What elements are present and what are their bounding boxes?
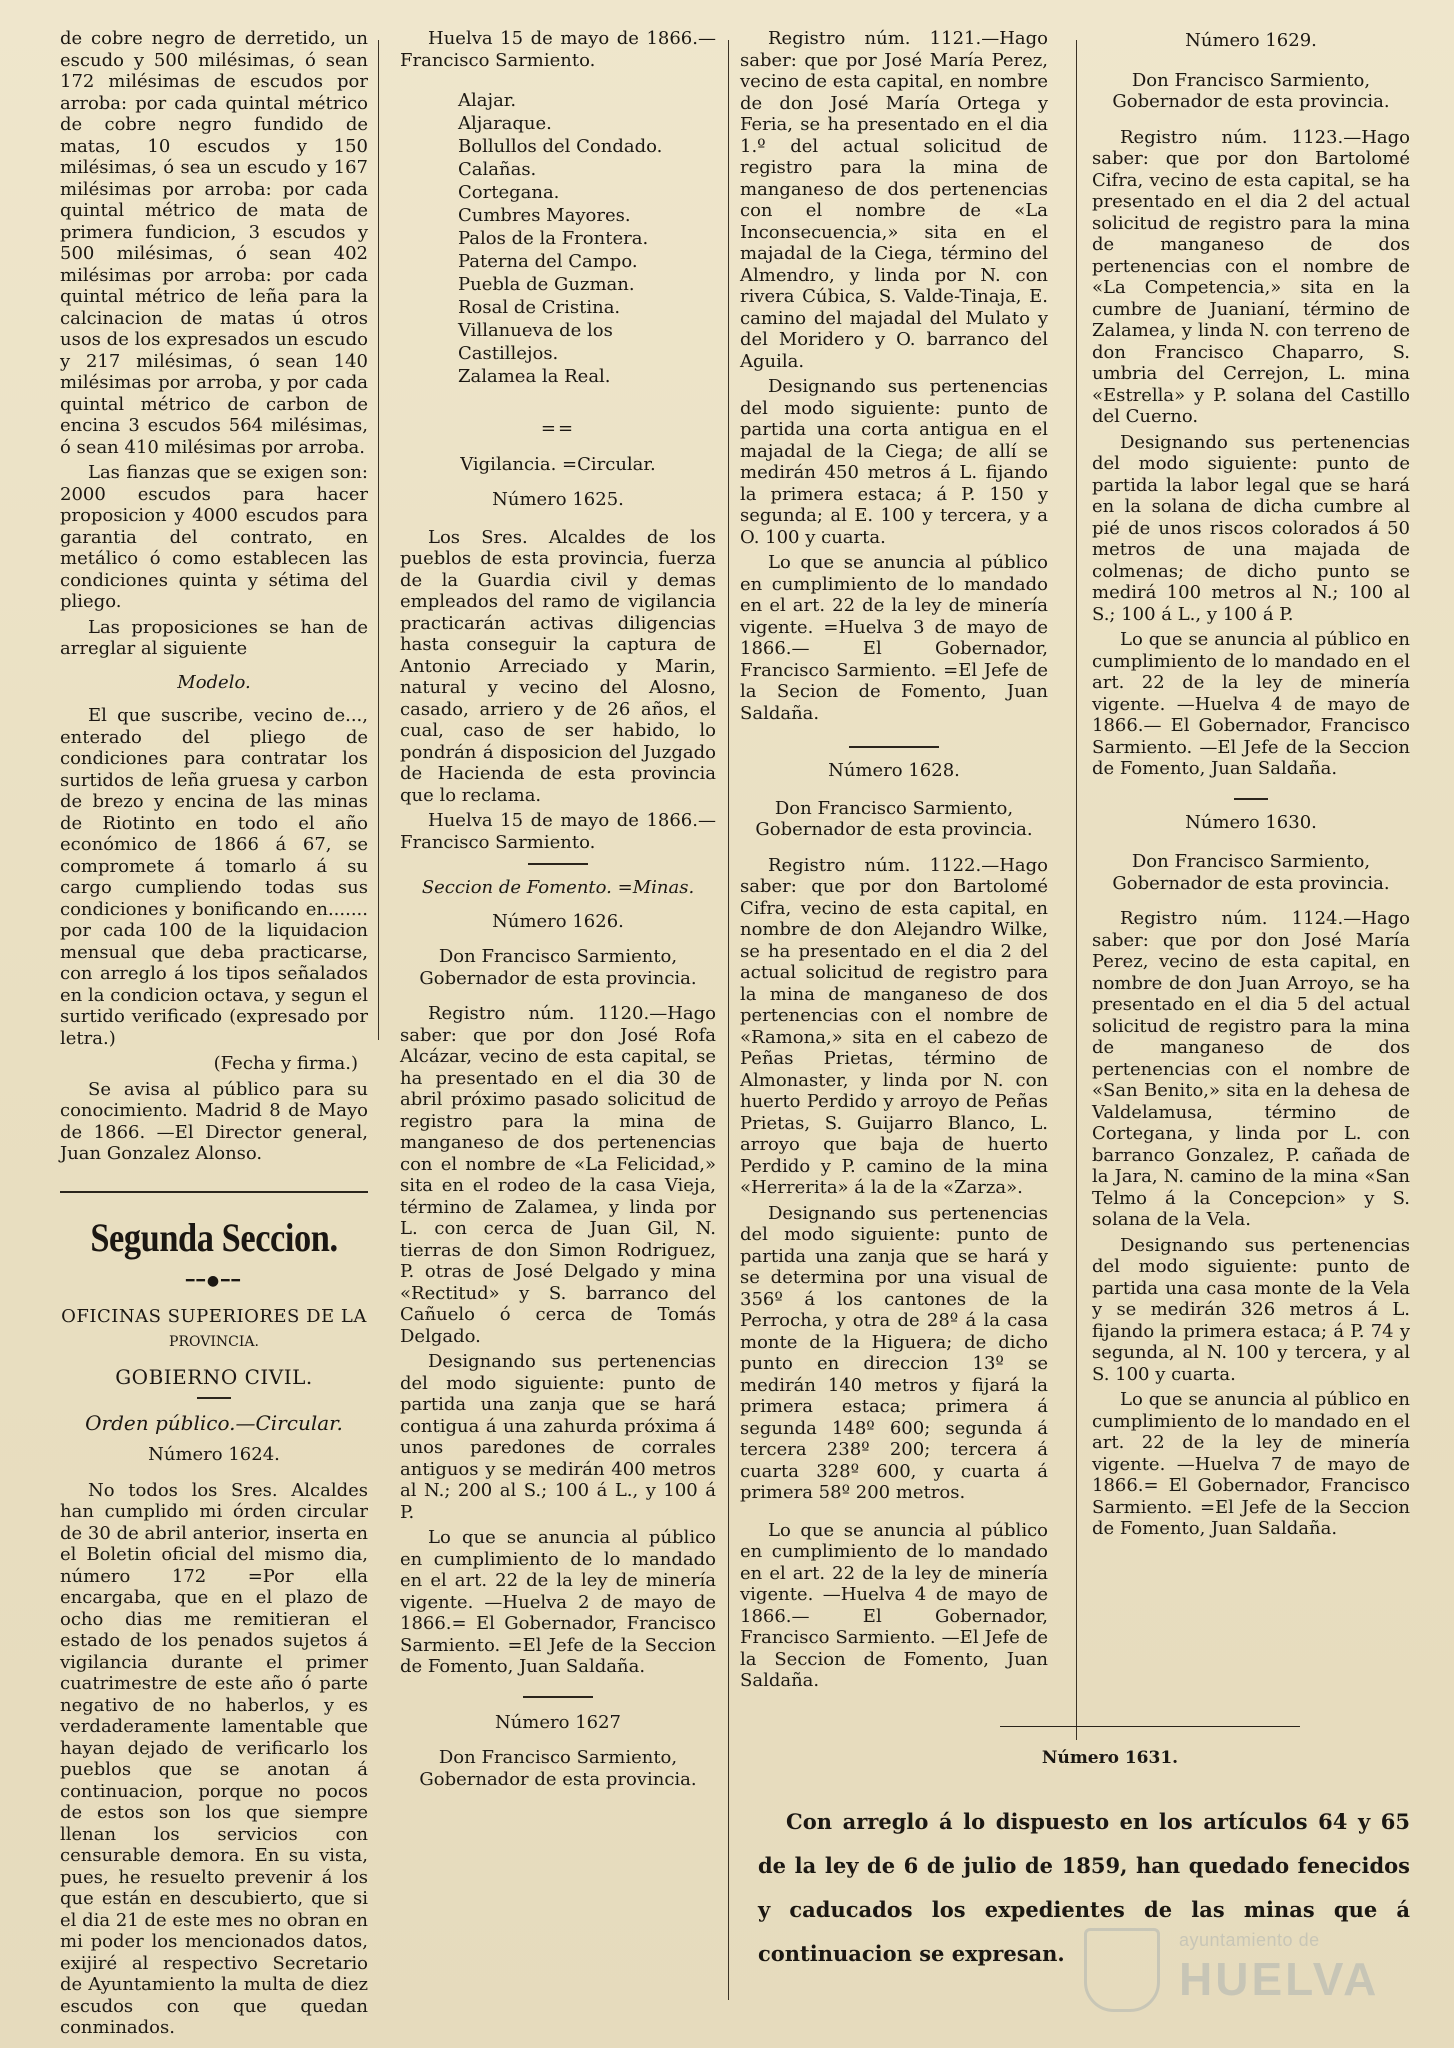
heading: Número 1631.: [1041, 1748, 1179, 1768]
list-item: Puebla de Guzman.: [458, 274, 635, 295]
paragraph: Con arreglo á lo dispuesto en los artículos 64 y 65 de la ley de 6 de julio de 1859, han quedado fenecidos y caducados los expedientes de las minas que á continuacion se expresan.: [758, 1809, 1410, 1966]
column-4: [1092, 28, 1410, 1544]
ornament-divider: ━━●━━: [186, 1272, 242, 1289]
watermark-text: ayuntamiento de: [1179, 1930, 1320, 1950]
paragraph: Don Francisco Sarmiento, Gobernador de esta provincia.: [419, 1747, 697, 1790]
coat-of-arms-icon: [1084, 1928, 1160, 2012]
paragraph: El que suscribe, vecino de..., enterado del pliego de condiciones para contratar los surtidos de leña gruesa y carbon de brezo y encina de las minas de Riotinto en todo el año económico de 1866 á 67, se compromete á tomarlo á su cargo cumpliendo todas sus condiciones y bonificando en....... por cada 100 de la liquidacion mensual que deba practicarse, con arreglo á los tipos señalados en la condicion octava, y segun el surtido verificado (expresado por letra.): [60, 705, 368, 1049]
paragraph: Registro núm. 1124.—Hago saber: que por don José María Perez, vecino de esta capital, en nombre de don Juan Arroyo, se ha presentado en el dia 5 del actual solicitud de registro para la mina de manganeso de dos pertenencias con el nombre de «San Benito,» sita en la dehesa de Valdelamusa, término de Cortegana, y linda por L. con barranco Gonzalez, P. cañada de la Jara, N. camino de la mina «San Telmo á la Concepcion» y S. solana de la Vela.: [1092, 908, 1410, 1230]
paragraph: Lo que se anuncia al público en cumplimiento de lo mandado en el art. 22 de la ley de minería vigente. —Huelva 4 de mayo de 1866.— El Gobernador, Francisco Sarmiento. —El Jefe de la Seccion de Fomento, Juan Saldaña.: [740, 1519, 1048, 1691]
heading: Número 1624.: [148, 1444, 280, 1465]
list-item: Rosal de Cristina.: [458, 297, 621, 318]
list-item: Bollullos del Condado.: [458, 136, 663, 157]
list-item: Paterna del Campo.: [458, 251, 638, 272]
heading: Número 1626.: [492, 910, 624, 932]
heading: PROVINCIA.: [169, 1333, 259, 1350]
paragraph: Se avisa al público para su conocimiento. Madrid 8 de Mayo de 1866. —El Director general, Juan Gonzalez Alonso.: [60, 1078, 368, 1164]
list-item: Cumbres Mayores.: [458, 205, 631, 226]
paragraph: Los Sres. Alcaldes de los pueblos de esta provincia, fuerza de la Guardia civil y demas empleados del ramo de vigilancia practicarán activas diligencias hasta conseguir la captura de Antonio Arreciado y Marin, natural y vecino del Alosno, casado, arriero y de 26 años, el cual, caso de ser habido, lo pondrán á disposicion del Juzgado de Hacienda de esta provincia que lo reclama.: [400, 526, 716, 806]
heading: Número 1628.: [828, 760, 960, 781]
column-divider: [728, 40, 729, 2000]
heading: GOBIERNO CIVIL.: [115, 1365, 313, 1389]
section-rule: [60, 1191, 368, 1193]
separator: ==: [540, 418, 576, 439]
list-item: Villanueva de los Castillejos.: [458, 320, 613, 364]
signature-line: (Fecha y firma.): [213, 1053, 358, 1074]
paragraph: Registro núm. 1120.—Hago saber: que por don José Rofa Alcázar, vecino de esta capital, se ha presentado en el dia 30 de abril próximo pasado solicitud de registro para la mina de manganeso de dos pertenencias con el nombre de «La Felicidad,» sita en el rodeo de la casa Vieja, término de Zalamea, y linda por L. con cerca de Juan Gil, N. tierras de don Simon Rodriguez, P. otras de José Delgado y mina «Rectitud» y S. barranco del Cañuelo ó cerca de Tomás Delgado.: [400, 1003, 716, 1347]
list-item: Aljaraque.: [458, 113, 552, 134]
heading: Número 1630.: [1185, 811, 1317, 833]
divider: [1000, 1726, 1300, 1727]
paragraph: Designando sus pertenencias del modo siguiente: punto de partida una corta antigua en el majadal de la Ciega; de allí se medirán 450 metros á L. fijando la primera estaca; á P. 150 y segunda; al E. 100 y tercera, y a O. 100 y cuarta.: [740, 376, 1048, 548]
heading: Orden público.—Circular.: [85, 1410, 343, 1435]
divider: [849, 746, 939, 748]
heading: Número 1625.: [492, 489, 624, 510]
paragraph: Don Francisco Sarmiento, Gobernador de esta provincia.: [1112, 69, 1390, 112]
town-list: [458, 89, 716, 388]
archive-watermark: [1084, 1928, 1384, 2008]
column-3: [740, 28, 1048, 1696]
paragraph: Designando sus pertenencias del modo siguiente: punto de partida la labor legal que se hará en la solana de dicha cumbre al pié de unos riscos colorados á 50 metros de una majada de colmenas; de dicho punto se medirá 100 metros al N.; 100 al S.; 100 á L., y 100 á P.: [1092, 431, 1410, 625]
paragraph: Huelva 15 de mayo de 1866.— Francisco Sarmiento.: [400, 28, 716, 71]
paragraph: Lo que se anuncia al público en cumplimiento de lo mandado en el art. 22 de la ley de minería vigente. —Huelva 7 de mayo de 1866.= El Gobernador, Francisco Sarmiento. =El Jefe de la Seccion de Fomento, Juan Saldaña.: [1092, 1389, 1410, 1539]
section-title: Segunda Seccion.: [90, 1214, 338, 1260]
paragraph: Don Francisco Sarmiento, Gobernador de esta provincia.: [1112, 851, 1390, 894]
paragraph: Registro núm. 1123.—Hago saber: que por don Bartolomé Cifra, vecino de esta capital, se ha presentado en el dia 2 del actual solicitud de registro para la mina de manganeso de dos pertenencias con el nombre de «La Competencia,» sita en la cumbre de Juanianí, término de Zalamea, y linda N. con terreno de don Francisco Chaparro, S. umbria del Cerrejon, L. mina «Estrella» y P. solana del Castillo del Cuerno.: [1092, 126, 1410, 427]
list-item: Cortegana.: [458, 182, 560, 203]
paragraph: Designando sus pertenencias del modo siguiente: punto de partida una zanja que se hará y se determina por una visual de 356º á los cantones de la Perrocha, y otra de 28º á la casa monte de la Higuera; de dicho punto en direccion 13º se medirán 140 metros y fijará la primera estaca; primera á segunda 148º 600; segunda á tercera 238º 200; tercera á cuarta 328º 600, y cuarta á primera 58º 200 metros.: [740, 1202, 1048, 1503]
heading: Seccion de Fomento. =Minas.: [421, 877, 695, 898]
heading: Número 1629.: [1185, 30, 1317, 51]
column-2: [400, 28, 716, 1794]
paragraph: Huelva 15 de mayo de 1866.— Francisco Sarmiento.: [400, 810, 716, 853]
divider: [523, 1696, 593, 1698]
paragraph: Registro núm. 1121.—Hago saber: que por José María Perez, vecino de esta capital, en nombre de don José María Ortega y Feria, se ha presentado en el dia 1.º del actual solicitud de registro para la mina de manganeso de dos pertenencias con el nombre de «La Inconsecuencia,» sita en el majadal de la Ciega, término del Almendro, y linda por N. con rivera Cúbica, S. Valde-Tinaja, E. camino del majadal del Mulato y del Moridero y O. barranco del Aguila.: [740, 28, 1048, 372]
paragraph: Don Francisco Sarmiento, Gobernador de esta provincia.: [755, 797, 1033, 840]
paragraph: de cobre negro de derretido, un escudo y 500 milésimas, ó sean 172 milésimas de escudos por arroba: por cada quintal métrico de cobre negro fundido de matas, 10 escudos y 150 milésimas, ó sea un escudo y 167 milésimas por arroba: por cada quintal métrico de mata de primera fundicion, 3 escudos y 500 milésimas, ó sean 402 milésimas por arroba: por cada quintal métrico de leña para la calcinacion de matas ú otros usos de los expresados un escudo y 217 milésimas, ó sean 140 milésimas por arroba, y por cada quintal métrico de carbon de encina 3 escudos 564 milésimas, ó sean 410 milésimas por arroba.: [60, 28, 368, 458]
paragraph: Las fianzas que se exigen son: 2000 escudos para hacer proposicion y 4000 escudos para garantia del contrato, en metálico ó como establecen las condiciones quinta y sétima del pliego.: [60, 462, 368, 612]
watermark-text: HUELVA: [1179, 1953, 1380, 2005]
paragraph: Lo que se anuncia al público en cumplimiento de lo mandado en el art. 22 de la ley de minería vigente. =Huelva 3 de mayo de 1866.— El Gobernador, Francisco Sarmiento. =El Jefe de la Secion de Fomento, Juan Saldaña.: [740, 552, 1048, 724]
paragraph: No todos los Sres. Alcaldes han cumplido mi órden circular de 30 de abril anterior, inserta en el Boletin oficial del mismo dia, número 172 =Por ella encargaba, que en el plazo de ocho dias me remitieran el estado de los penados sujetos á vigilancia durante el primer cuatrimestre de este año ó parte negativo de no haberlos, y es verdaderamente lamentable que hayan dejado de verificarlo los pueblos que se anotan á continuacion, porque no pocos de estos son los que siempre llenan los servicios con censurable demora. En su vista, pues, he resuelto prevenir á los que están en descubierto, que si el dia 21 de este mes no obran en mi poder los mencionados datos, exijiré al respectivo Secretario de Ayuntamiento la multa de diez escudos con que quedan conminados.: [60, 1479, 368, 2038]
list-item: Alajar.: [458, 90, 517, 111]
paragraph: Las proposiciones se han de arreglar al siguiente: [60, 616, 368, 659]
paragraph: Designando sus pertenencias del modo siguiente: punto de partida una casa monte de la Vela y se medirán 326 metros á L. fijando la primera estaca; á P. 74 y segunda, al N. 100 y tercera, y al S. 100 y cuarta.: [1092, 1234, 1410, 1385]
column-1: [60, 28, 368, 2043]
paragraph: Registro núm. 1122.—Hago saber: que por don Bartolomé Cifra, vecino de esta capital, en nombre de don Alejandro Wilke, se ha presentado en el dia 2 del actual solicitud de registro para la mina de manganeso de dos pertenencias con el nombre de «Ramona,» sita en el cabezo de Peñas Prietas, término de Almonaster, y linda por N. con huerto Perdido y arroyo de Peñas Prietas, S. Guijarro Blanco, L. arroyo que baja de huerto Perdido y P. camino de la mina «Herrerita» á la de la «Zarza».: [740, 854, 1048, 1198]
divider: [197, 1397, 231, 1399]
column-divider: [378, 40, 379, 1040]
paragraph: Lo que se anuncia al público en cumplimiento de lo mandado en el art. 22 de la ley de minería vigente. —Huelva 2 de mayo de 1866.= El Gobernador, Francisco Sarmiento. =El Jefe de la Seccion de Fomento, Juan Saldaña.: [400, 1527, 716, 1677]
paragraph: Lo que se anuncia al público en cumplimiento de lo mandado en el art. 22 de la ley de minería vigente. —Huelva 4 de mayo de 1866.— El Gobernador, Francisco Sarmiento. —El Jefe de la Seccion de Fomento, Juan Saldaña.: [1092, 629, 1410, 779]
column-divider: [1076, 40, 1077, 1740]
list-item: Zalamea la Real.: [458, 366, 611, 387]
divider: [1234, 798, 1268, 800]
heading: Vigilancia. =Circular.: [460, 453, 656, 475]
list-item: Calañas.: [458, 159, 537, 180]
paragraph: Don Francisco Sarmiento, Gobernador de esta provincia.: [419, 946, 697, 989]
paragraph: Designando sus pertenencias del modo siguiente: punto de partida una zanja que se hará contigua á una zahurda próxima á unos paredones de corrales antiguos y se medirán 400 metros al N.; 200 al S.; 100 á L., y 100 á P.: [400, 1351, 716, 1523]
heading: Número 1627: [494, 1711, 622, 1733]
list-item: Palos de la Frontera.: [458, 228, 649, 249]
heading: OFICINAS SUPERIORES DE LA: [61, 1306, 367, 1327]
divider: [528, 863, 588, 865]
subheading: Modelo.: [177, 671, 251, 693]
